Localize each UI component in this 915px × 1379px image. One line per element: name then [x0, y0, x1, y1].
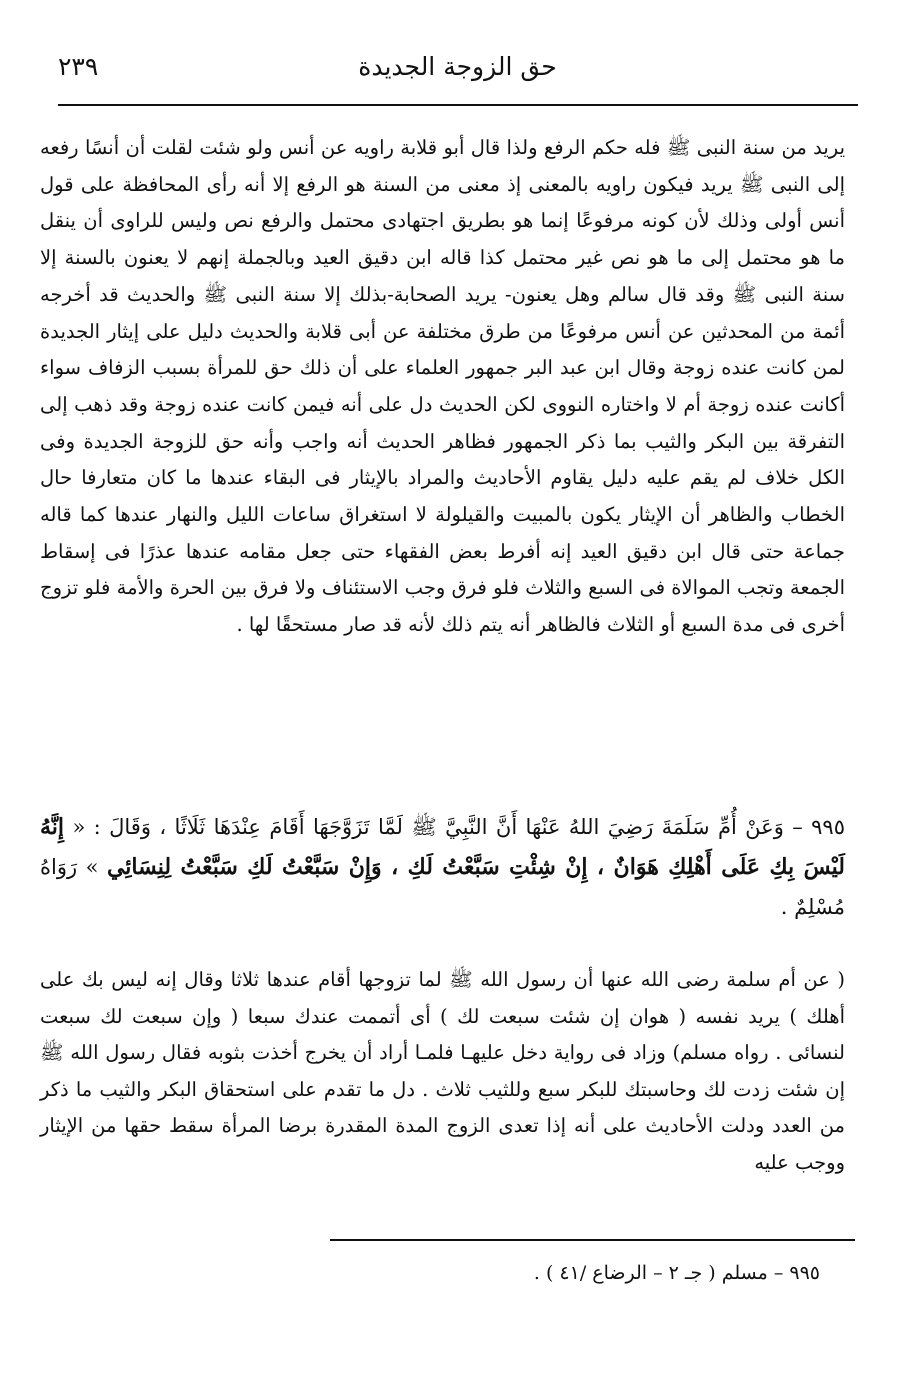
header-rule [58, 104, 858, 106]
hadith-number: ٩٩٥ – [792, 815, 845, 839]
hadith-source: » رَوَاهُ مُسْلِمٌ . [40, 855, 845, 919]
footnote: ٩٩٥ – مسلم ( جـ ٢ – الرضاع /٤١ ) . [533, 1262, 820, 1284]
running-header-title: حق الزوجة الجديدة [358, 52, 557, 81]
hadith-text [40, 807, 845, 927]
hadith-quote: إِنَّهُ لَيْسَ بِكِ عَلَى أَهْلِكِ هَوَانٌ ، إِنْ شِئْتِ سَبَّعْتُ لَكِ ، وَإِنْ سَبَّعْتُ لَكِ سَبَّعْتُ لِنِسَائِي [40, 814, 845, 880]
commentary-paragraph-1: يريد من سنة النبى ﷺ فله حكم الرفع ولذا قال أبو قلابة راويه عن أنس ولو شئت لقلت أن أنسًا رفعه إلى النبى ﷺ يريد فيكون راويه بالمعنى إذ معنى من السنة هو الرفع إلا أنه رأى المحافظة على قول أنس أولى وذلك لأن كونه مرفوعًا إنما هو بطريق اجتهادى محتمل والرفع نص وليس للراوى أن ينقل ما هو محتمل إلى ما هو نص غير محتمل كذا قاله ابن دقيق العيد وبالجملة إنهم لا يعنون بالسنة إلا سنة النبى ﷺ وقد قال سالم وهل يعنون- يريد الصحابة-بذلك إلا سنة النبى ﷺ والحديث قد أخرجه أئمة من المحدثين عن أنس مرفوعًا من طرق مختلفة عن أبى قلابة والحديث دليل على إيثار الجديدة لمن كانت عنده زوجة وقال ابن عبد البر جمهور العلماء على أن ذلك حق للمرأة بسبب الزفاف سواء أكانت عنده زوجة أم لا واختاره النووى لكن الحديث دل على أنه فيمن كانت عنده زوجة وقد ذهب إلى التفرقة بين البكر والثيب بما ذكر الجمهور فظاهر الحديث أنه واجب وأنه حق للزوجة الجديدة وفى الكل خلاف لم يقم عليه دليل يقاوم الأحاديث والمراد بالإيثار فى البقاء عندها ما كان متعارفا حال الخطاب والظاهر أن الإيثار يكون بالمبيت والقيلولة لا استغراق ساعات الليل والنهار عندها كما قاله جماعة حتى قال ابن دقيق العيد إنه أفرط بعض الفقهاء حتى جعل مقامه عندها عذرًا فى إسقاط الجمعة وتجب الموالاة فى السبع والثلاث فلو فرق وجب الاستئناف ولا فرق بين الحرة والأمة فلو تزوج أخرى فى مدة السبع أو الثلاث فالظاهر أنه يتم ذلك لأنه قد صار مستحقًا لها . [40, 136, 845, 637]
page-number: ٢٣٩ [58, 52, 99, 81]
commentary-paragraph-2: ( عن أم سلمة رضى الله عنها أن رسول الله ﷺ لما تزوجها أقام عندها ثلاثا وقال إنه ليس بك على أهلك ) يريد نفسه ( هوان إن شئت سبعت لك ) أى أتممت عندك سبعا ( وإن سبعت لك سبعت لنسائى . رواه مسلم) وزاد فى رواية دخل عليهـا فلمـا أراد أن يخرج أخذت بثوبه فقال رسول الله ﷺ إن شئت زدت لك وحاسبتك للبكر سبع وللثيب ثلاث . دل ما تقدم على استحقاق البكر والثيب ما ذكر من العدد ودلت الأحاديث على أنه إذا تعدى الزوج المدة المقدرة برضا المرأة سقط حقها من الإيثار ووجب عليه [40, 968, 845, 1174]
footnote-rule [330, 1239, 855, 1241]
hadith-intro: وَعَنْ أُمِّ سَلَمَةَ رَضِيَ اللهُ عَنْهَا أَنَّ النَّبِيَّ ﷺ لَمَّا تَزَوَّجَهَا أَقَامَ عِنْدَهَا ثَلَاثًا ، وَقَالَ : « [72, 815, 784, 839]
